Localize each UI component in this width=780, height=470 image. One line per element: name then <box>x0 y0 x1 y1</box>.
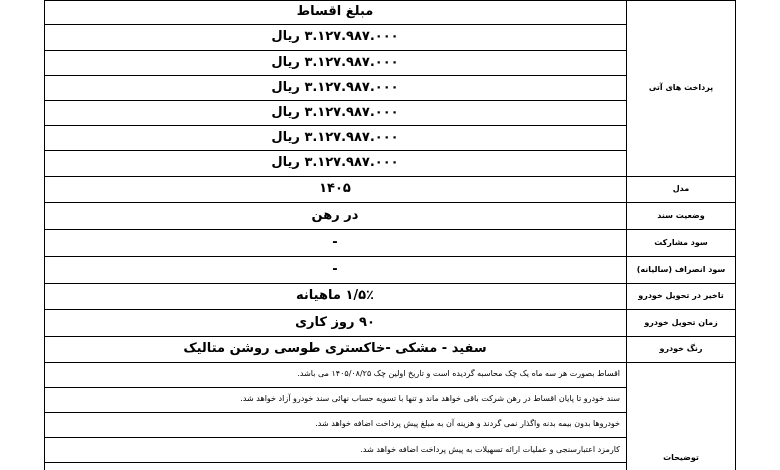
notes-label: توضیحات <box>663 453 699 462</box>
note-item: خودروها بدون بیمه بدنه واگذار نمی گردند و هزینه آن به مبلغ پیش پرداخت اضافه خواهد شد. <box>315 419 620 428</box>
cancellation-profit-value: - <box>332 262 338 277</box>
car-sale-terms-table <box>44 0 736 470</box>
note-item: کارمزد اعتبارسنجی و عملیات ارائه تسهیلات به پیش پرداخت اضافه خواهد شد. <box>360 445 620 454</box>
model-label: مدل <box>672 184 690 193</box>
delivery-time-value: ۹۰ روز کاری <box>295 315 375 330</box>
document-status-label: وضعیت سند <box>657 211 705 220</box>
model-value: ۱۴۰۵ <box>319 181 351 196</box>
row-divider <box>44 412 626 413</box>
document-status-value: در رهن <box>311 208 359 223</box>
row-divider <box>44 362 736 363</box>
row-divider <box>44 437 626 438</box>
installment-amount: ۳.۱۲۷.۹۸۷.۰۰۰ ریال <box>271 29 399 44</box>
delivery-time-label: زمان تحویل خودرو <box>644 318 718 327</box>
installment-amount: ۳.۱۲۷.۹۸۷.۰۰۰ ریال <box>271 105 399 120</box>
note-item: سند خودرو تا پایان اقساط در رهن شرکت باقی خواهد ماند و تنها با تسویه حساب نهائی سند خودرو آزاد خواهد شد. <box>240 394 620 403</box>
installment-amount: ۳.۱۲۷.۹۸۷.۰۰۰ ریال <box>271 155 399 170</box>
car-color-label: رنگ خودرو <box>659 344 703 353</box>
installment-amount: ۳.۱۲۷.۹۸۷.۰۰۰ ریال <box>271 55 399 70</box>
car-color-value: سفید - مشکی -خاکستری طوسی روشن متالیک <box>183 341 487 356</box>
installment-amount-title: مبلغ اقساط <box>296 4 374 19</box>
note-item: اقساط بصورت هر سه ماه یک چک محاسبه گردیده است و تاریخ اولین چک ۱۴۰۵/۰۸/۲۵ می باشد. <box>297 369 620 378</box>
installment-amount: ۳.۱۲۷.۹۸۷.۰۰۰ ریال <box>271 80 399 95</box>
delivery-delay-label: تاخیر در تحویل خودرو <box>638 291 724 300</box>
participation-profit-label: سود مشارکت <box>654 238 708 247</box>
delivery-delay-value: ۱/۵٪ ماهیانه <box>296 288 374 303</box>
row-divider <box>44 387 626 388</box>
row-divider <box>44 462 626 463</box>
future-payments-label: پرداخت های آتی <box>648 83 714 92</box>
installment-amount: ۳.۱۲۷.۹۸۷.۰۰۰ ریال <box>271 130 399 145</box>
cancellation-profit-label: سود انصراف (سالیانه) <box>636 265 726 274</box>
participation-profit-value: - <box>332 235 338 250</box>
